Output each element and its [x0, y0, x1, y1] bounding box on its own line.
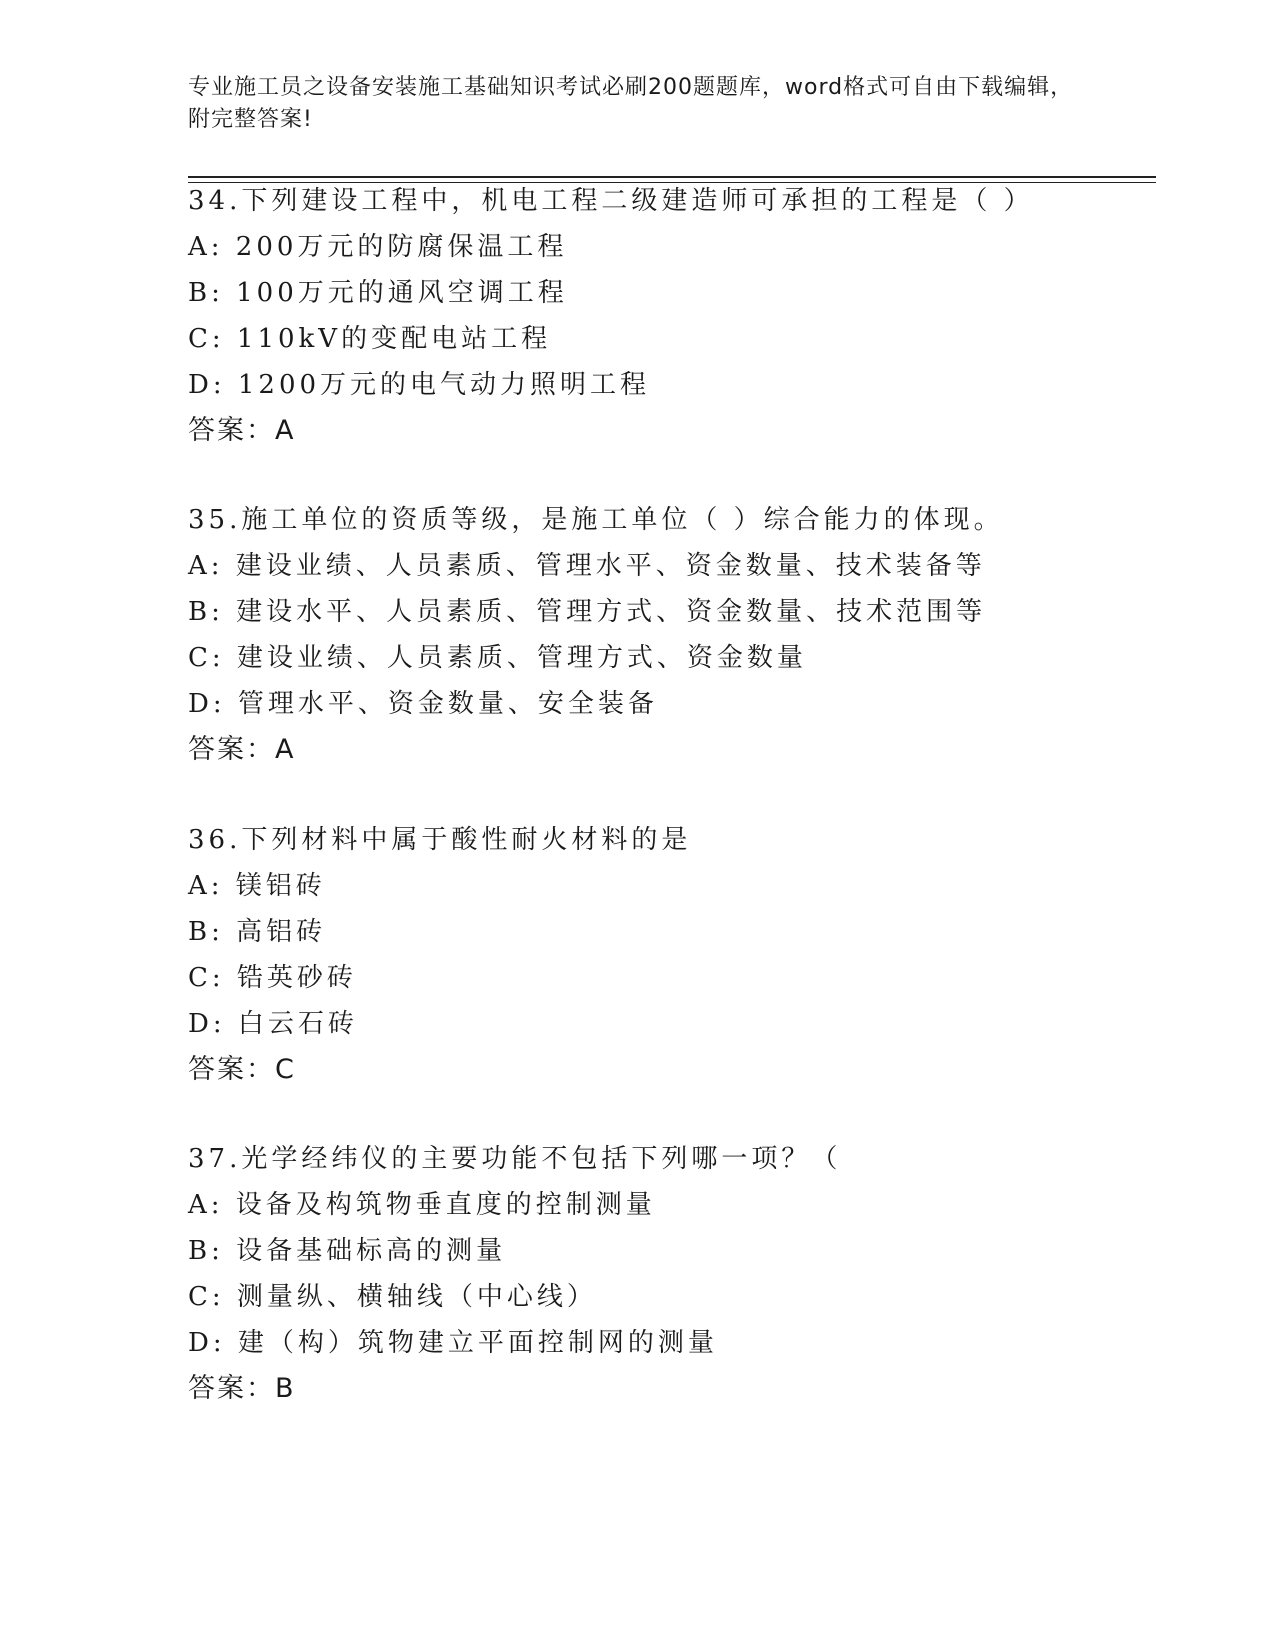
question-36: [188, 817, 1168, 1093]
page-header: 专业施工员之设备安装施工基础知识考试必刷200题题库，word格式可自由下载编辑，附完整答案!: [188, 75, 1074, 132]
option-b: B: 设备基础标高的测量: [188, 1236, 507, 1266]
question-stem: 35.施工单位的资质等级，是施工单位（ ）综合能力的体现。: [188, 505, 1004, 535]
option-d: D: 管理水平、资金数量、安全装备: [188, 689, 658, 719]
question-stem: 34.下列建设工程中，机电工程二级建造师可承担的工程是（ ）: [188, 186, 1034, 216]
option-a: A: 200万元的防腐保温工程: [188, 232, 568, 262]
question-34: [188, 178, 1168, 454]
question-35: [188, 497, 1168, 773]
option-a: A: 镁铝砖: [188, 871, 326, 901]
question-stem: 37.光学经纬仪的主要功能不包括下列哪一项？（: [188, 1144, 842, 1174]
answer: 答案：A: [188, 415, 296, 446]
option-b: B: 建设水平、人员素质、管理方式、资金数量、技术范围等: [188, 597, 987, 627]
option-a: A: 设备及构筑物垂直度的控制测量: [188, 1190, 656, 1220]
option-d: D: 建（构）筑物建立平面控制网的测量: [188, 1328, 718, 1358]
answer: 答案：B: [188, 1373, 296, 1404]
option-a: A: 建设业绩、人员素质、管理水平、资金数量、技术装备等: [188, 551, 986, 581]
option-d: D: 白云石砖: [188, 1009, 358, 1039]
question-37: [188, 1136, 1168, 1412]
answer: 答案：A: [188, 734, 296, 765]
option-b: B: 100万元的通风空调工程: [188, 278, 568, 308]
answer: 答案：C: [188, 1054, 296, 1085]
option-c: C: 建设业绩、人员素质、管理方式、资金数量: [188, 643, 807, 673]
option-c: C: 测量纵、横轴线（中心线）: [188, 1282, 597, 1312]
option-c: C: 锆英砂砖: [188, 963, 357, 993]
option-c: C: 110kV的变配电站工程: [188, 324, 552, 354]
option-b: B: 高铝砖: [188, 917, 327, 947]
option-d: D: 1200万元的电气动力照明工程: [188, 370, 651, 400]
question-stem: 36.下列材料中属于酸性耐火材料的是: [188, 825, 692, 855]
